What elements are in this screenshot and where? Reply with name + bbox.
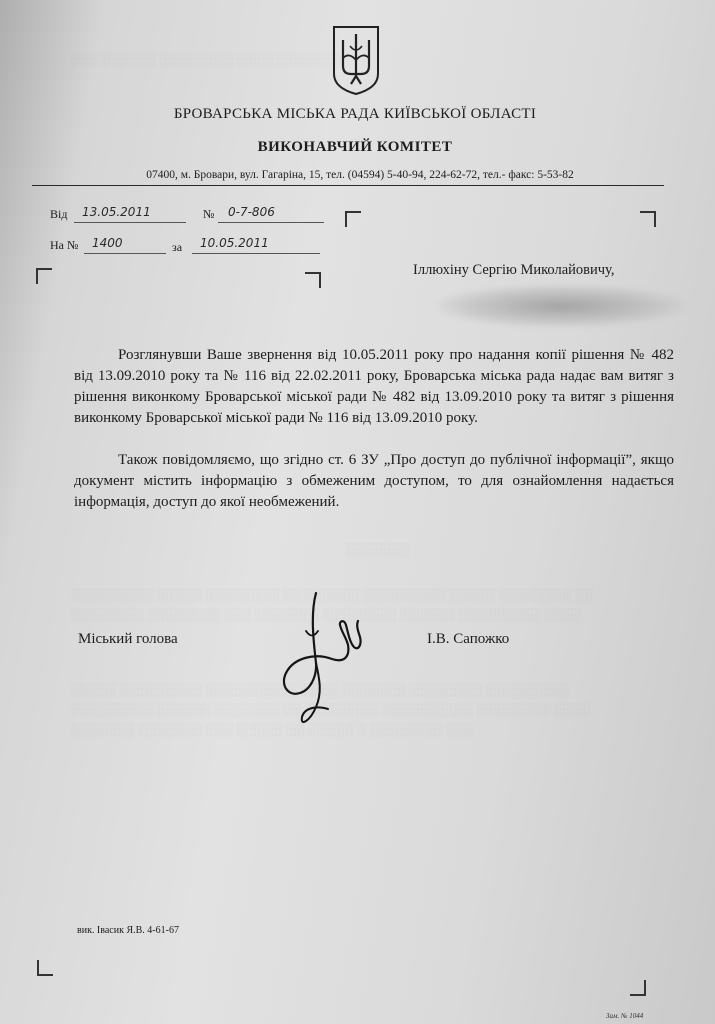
addressee-name: Іллюхіну Сергію Миколайовичу, bbox=[413, 262, 615, 278]
outgoing-number-underline bbox=[218, 222, 324, 223]
reference-date-label: за bbox=[172, 240, 183, 254]
signatory-name: І.В. Сапожко bbox=[427, 631, 510, 647]
bleed-through-text: ░░░░░░░ ░░░░░░░ ░░░ ░░░░░ ░░ ░░░░░ ░ ░░░░░░░░ ░░░ bbox=[70, 722, 474, 737]
signatory-title: Міський голова bbox=[78, 631, 178, 647]
corner-mark-top-right bbox=[640, 211, 656, 227]
body-paragraph: Розглянувши Ваше звернення від 10.05.2011 року про надання копії рішення № 482 від 13.09.2010 року та № 116 від 22.02.2011 року, Броварська міська рада надає вам витяг з рішення виконкому Броварської міської ради № 482 від 13.09.2010 року та витяг з рішення виконкому Броварської міської ради № 116 від 13.09.2010 року. bbox=[74, 347, 674, 426]
bleed-through-text: ░░░░░ ░░░░░░░░░ ░░░░░░░░░░ ░░░░ ░░░░░░░ ░░░░░░░░ ░░░░░░░░░ bbox=[70, 682, 569, 697]
council-name: БРОВАРСЬКА МІСЬКА РАДА КИЇВСЬКОЇ ОБЛАСТІ bbox=[173, 106, 537, 122]
bleed-through-text: ░░░░░░░░░ ░░░░░░ ░░░░░░░ ░░ ░░░░░░░░ ░░░░░░░░░░ ░░░░░░░░ ░░░░ bbox=[70, 702, 591, 717]
handwritten-signature bbox=[270, 585, 380, 745]
header-divider bbox=[32, 185, 664, 186]
bleed-through-text: ░░░ ░░░░░░ ░░░░░░░░ ░░░░ ░░░░░░░ bbox=[70, 52, 341, 67]
corner-mark-top-right bbox=[305, 272, 321, 288]
order-footnote: Зам. № 1044 bbox=[606, 1012, 644, 1020]
reference-number-underline bbox=[84, 253, 166, 254]
trident-coat-of-arms-icon bbox=[331, 24, 381, 96]
corner-mark-top-left bbox=[36, 268, 52, 284]
outgoing-number: 0-7-806 bbox=[228, 205, 275, 219]
body-paragraph: Також повідомляємо, що згідно ст. 6 ЗУ „Про доступ до публічної інформації”, якщо документ містить інформацію з обмеженим доступом, то для ознайомлення надається інформація, доступ до якої необмежений. bbox=[74, 452, 674, 510]
reference-label: На № bbox=[50, 238, 79, 252]
corner-mark-top-left bbox=[345, 211, 361, 227]
bleed-through-text: ░░░░░░░░ ░░░░░░░░ ░░░ ░░░░░░░ ░░░░░░░░ ░░░░░░ ░░░░░░░░░ ░░░░ bbox=[70, 607, 581, 622]
from-label: Від bbox=[50, 207, 68, 221]
executor-info: вик. Івасик Я.В. 4-61-67 bbox=[77, 925, 179, 936]
reference-number: 1400 bbox=[92, 236, 123, 250]
bleed-through-text: ░░░░░░░░░ ░░░░░ ░░░░░░░░ ░░ ░░░░░░ ░░░░░░░░░ ░░░░░ ░░░░░░░░ ░░ bbox=[70, 587, 594, 602]
corner-mark-bottom-left bbox=[37, 960, 53, 976]
reference-date-underline bbox=[192, 253, 320, 254]
corner-mark-bottom-right bbox=[630, 980, 646, 996]
from-date: 13.05.2011 bbox=[82, 205, 151, 219]
number-label: № bbox=[203, 207, 215, 221]
from-date-underline bbox=[74, 222, 186, 223]
committee-name: ВИКОНАВЧИЙ КОМІТЕТ bbox=[257, 139, 453, 155]
redacted-address bbox=[438, 285, 683, 327]
council-address: 07400, м. Бровари, вул. Гагаріна, 15, тел. (04594) 5-40-94, 224-62-72, тел.- факс: 5-53-82 bbox=[146, 169, 574, 181]
reference-date: 10.05.2011 bbox=[200, 236, 269, 250]
bleed-through-text: ░░░░░░░ bbox=[345, 542, 410, 557]
